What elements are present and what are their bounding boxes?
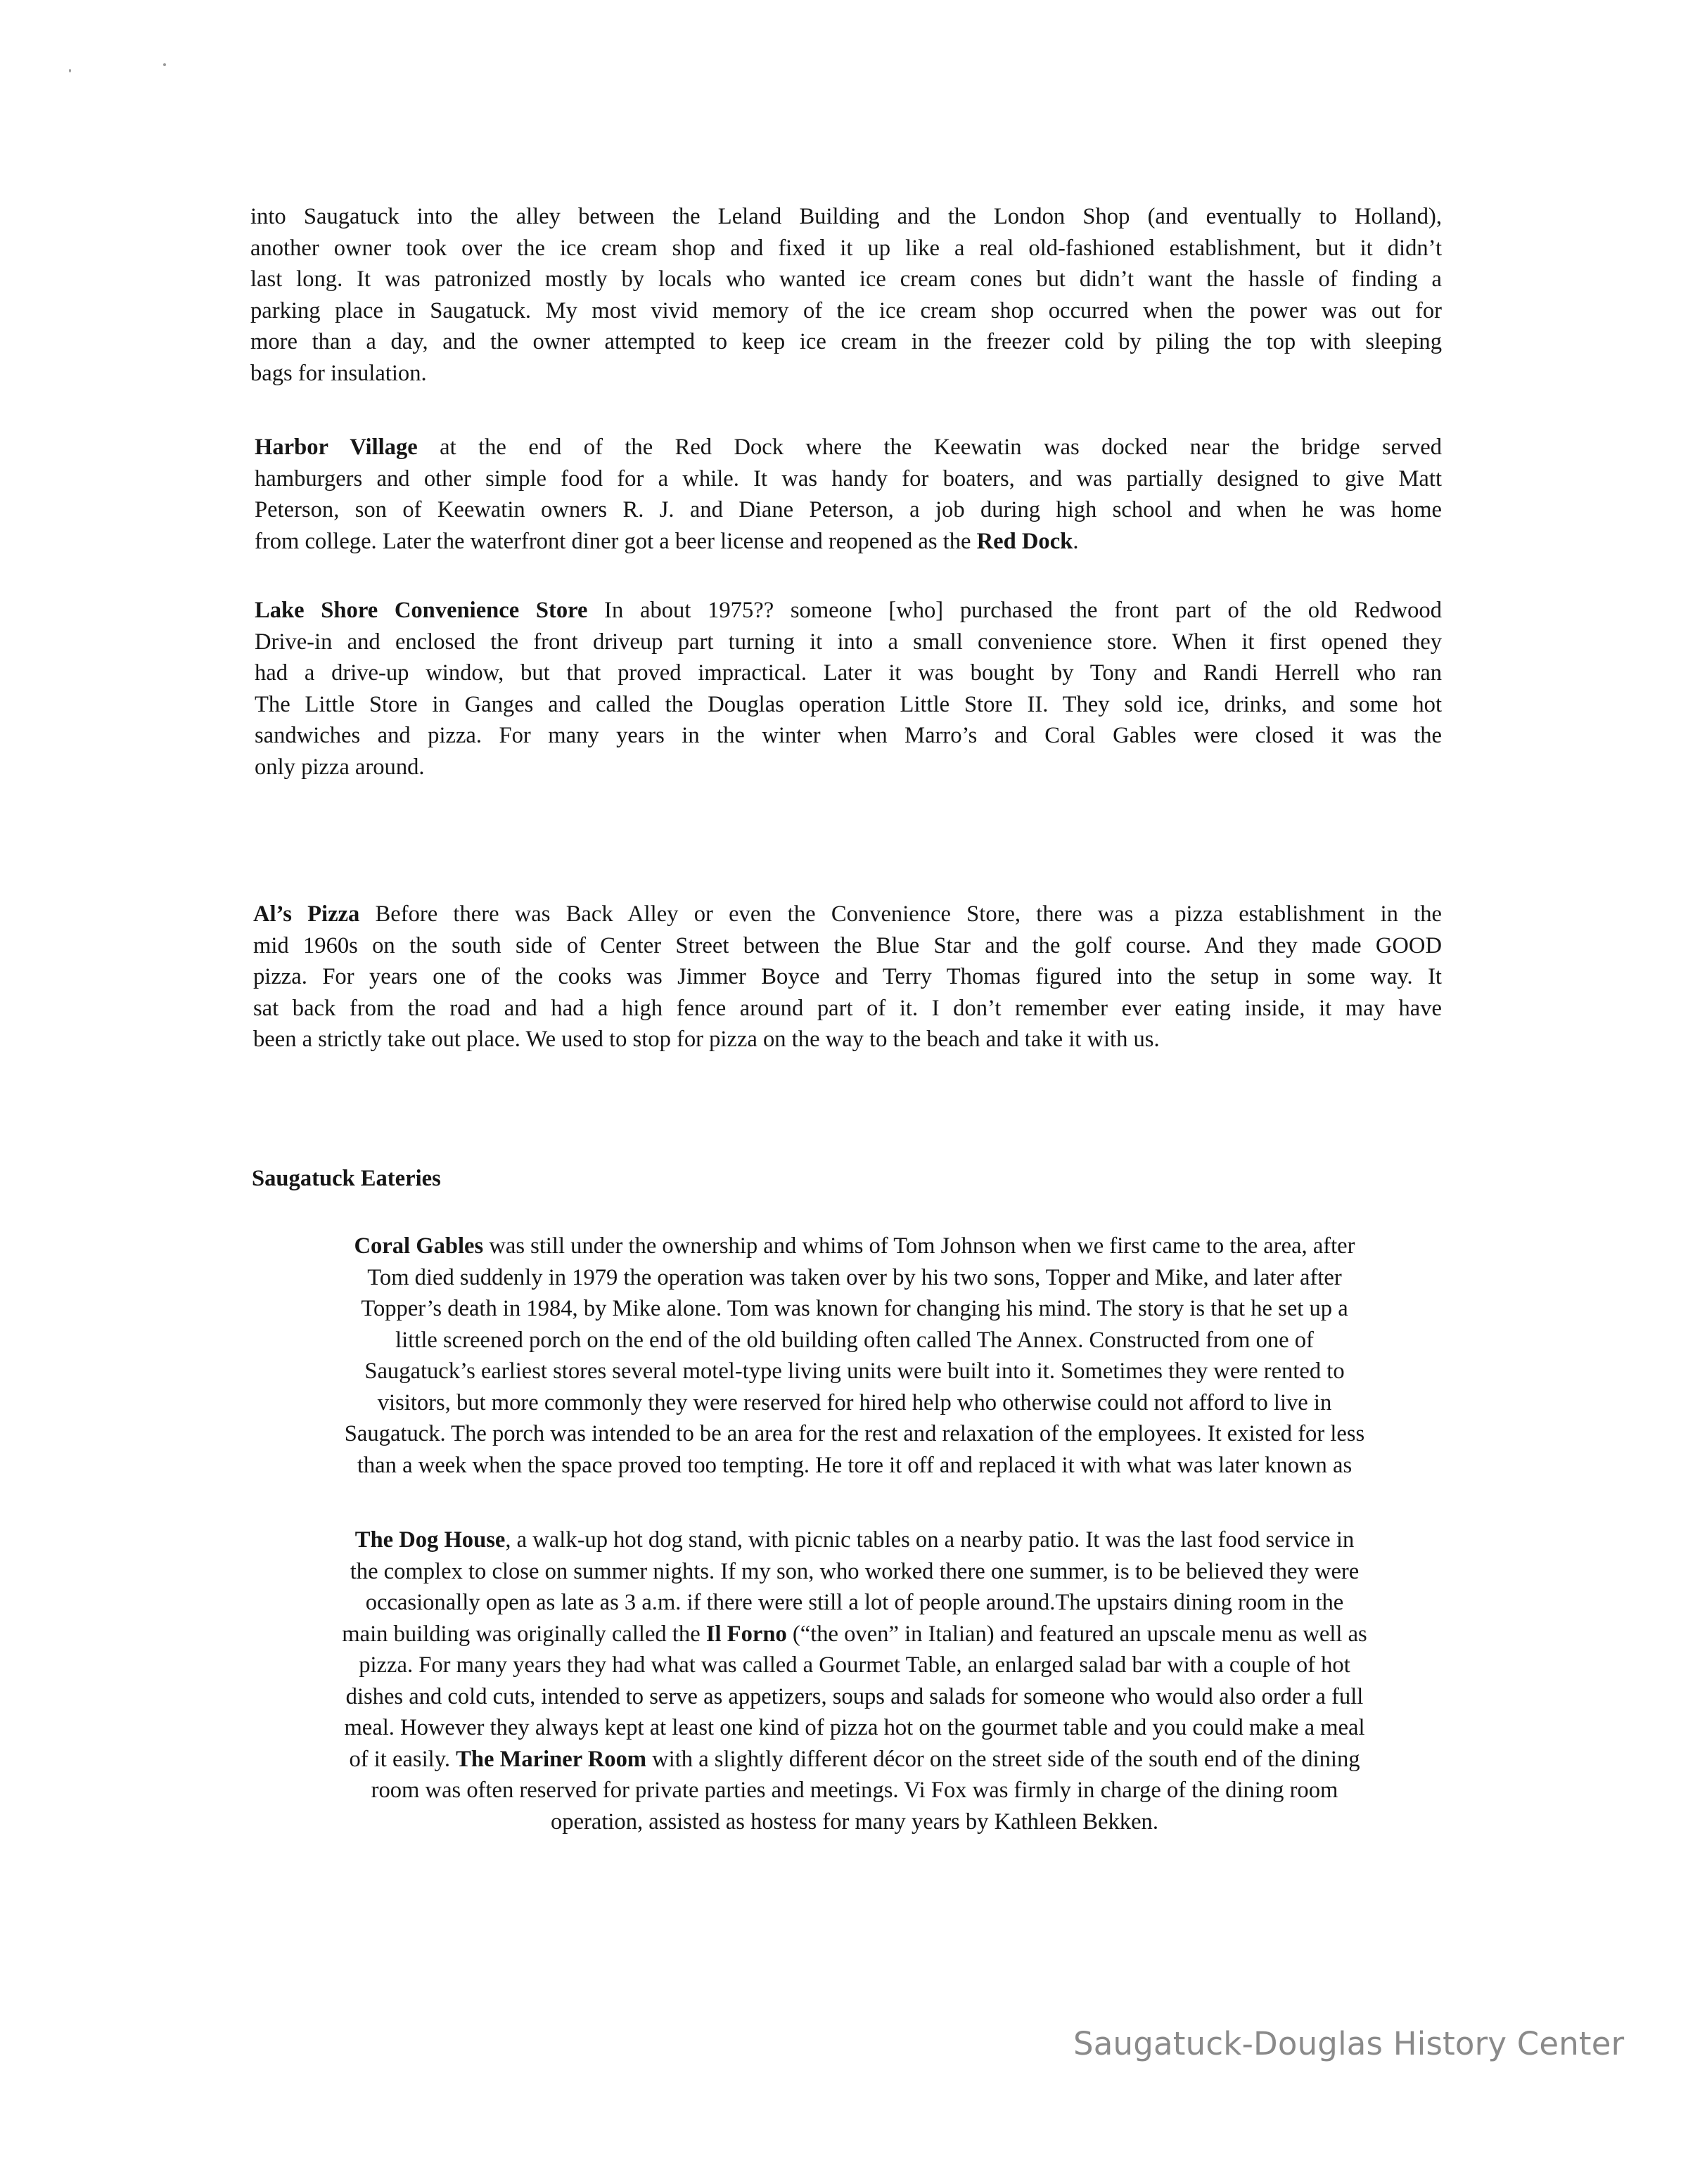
text-line: into Saugatuck into the alley between the Leland Building and the London Shop (and eventually to Holland), xyxy=(250,204,1442,229)
text-fragment: of it easily. xyxy=(349,1746,456,1772)
text-line: more than a day, and the owner attempted to keep ice cream in the freezer cold by piling the top with sleeping xyxy=(250,329,1442,354)
text-line: pizza. For many years they had what was called a Gourmet Table, an enlarged salad bar with a couple of hot xyxy=(359,1652,1350,1678)
text-fragment: (“the oven” in Italian) and featured an upscale menu as well as xyxy=(786,1621,1367,1647)
entry-title: Harbor Village xyxy=(255,435,418,460)
text-line: sat back from the road and had a high fence around part of it. I don’t remember ever eating inside, it may have xyxy=(253,995,1442,1021)
paragraph-ice-cream-shop xyxy=(250,201,1442,389)
text-fragment: Before there was Back Alley or even the Convenience Store, there was a pizza establishment in the xyxy=(359,901,1443,927)
text-line xyxy=(250,1744,1459,1775)
entry-title: Lake Shore Convenience Store xyxy=(255,598,588,623)
paragraph-als-pizza xyxy=(253,899,1442,1055)
scan-speck xyxy=(69,69,71,72)
paragraph-dog-house xyxy=(250,1524,1459,1837)
text-line: sandwiches and pizza. For many years in the winter when Marro’s and Coral Gables were closed it was the xyxy=(255,723,1442,748)
text-line: Saugatuck’s earliest stores several motel-type living units were built into it. Sometimes they were rented to xyxy=(364,1358,1345,1384)
paragraph-lake-shore-store xyxy=(255,595,1442,783)
text-fragment: at the end of the Red Dock where the Keewatin was docked near the bridge served xyxy=(417,435,1442,460)
text-line: meal. However they always kept at least one kind of pizza hot on the gourmet table and you could make a meal xyxy=(344,1715,1365,1740)
text-line xyxy=(253,899,1442,930)
text-line: last long. It was patronized mostly by locals who wanted ice cream cones but didn’t want the hassle of finding a xyxy=(250,266,1442,292)
text-line xyxy=(250,1619,1459,1650)
text-line: The Little Store in Ganges and called the Douglas operation Little Store II. They sold ice, drinks, and some hot xyxy=(255,691,1442,717)
bold-name: Il Forno xyxy=(705,1621,787,1647)
entry-title: Al’s Pizza xyxy=(253,901,360,927)
text-line: parking place in Saugatuck. My most vivid memory of the ice cream shop occurred when the power was out for xyxy=(250,297,1442,323)
text-line xyxy=(255,432,1442,463)
text-line: visitors, but more commonly they were reserved for hired help who otherwise could not afford to live in xyxy=(377,1389,1332,1415)
scan-speck xyxy=(163,63,166,66)
bold-name: The Mariner Room xyxy=(456,1746,646,1772)
text-line: operation, assisted as hostess for many years by Kathleen Bekken. xyxy=(550,1809,1158,1835)
section-heading: Saugatuck Eateries xyxy=(252,1166,441,1191)
text-line: pizza. For years one of the cooks was Jimmer Boyce and Terry Thomas figured into the setup in some way. It xyxy=(253,964,1442,989)
text-line xyxy=(255,526,1442,558)
text-line: room was often reserved for private parties and meetings. Vi Fox was firmly in charge of the dining room xyxy=(371,1778,1338,1803)
text-line: Tom died suddenly in 1979 the operation was taken over by his two sons, Topper and Mike, and later after xyxy=(367,1264,1342,1290)
text-line: occasionally open as late as 3 a.m. if there were still a lot of people around.The upstairs dining room in the xyxy=(365,1590,1344,1615)
text-line: Drive-in and enclosed the front driveup part turning it into a small convenience store. When it first opened they xyxy=(255,629,1442,655)
text-line: been a strictly take out place. We used to stop for pizza on the way to the beach and take it with us. xyxy=(253,1027,1160,1052)
text-fragment: , a walk-up hot dog stand, with picnic tables on a nearby patio. It was the last food service in xyxy=(505,1527,1355,1553)
text-line xyxy=(250,1524,1459,1556)
text-line: bags for insulation. xyxy=(250,360,427,386)
text-line: than a week when the space proved too tempting. He tore it off and replaced it with what was later known as xyxy=(357,1452,1353,1478)
bold-name: Red Dock xyxy=(976,528,1073,554)
text-line: little screened porch on the end of the old building often called The Annex. Constructed from one of xyxy=(395,1327,1314,1353)
text-line: only pizza around. xyxy=(255,754,425,780)
entry-title: Coral Gables xyxy=(354,1233,484,1259)
paragraph-coral-gables xyxy=(250,1231,1459,1481)
entry-title: The Dog House xyxy=(354,1527,506,1553)
text-line: mid 1960s on the south side of Center Street between the Blue Star and the golf course. And they made GOOD xyxy=(253,932,1442,958)
text-line: another owner took over the ice cream shop and fixed it up like a real old-fashioned establishment, but it didn’t xyxy=(250,235,1442,261)
watermark: Saugatuck-Douglas History Center xyxy=(1073,2025,1625,2062)
text-fragment: . xyxy=(1073,528,1079,554)
paragraph-harbor-village xyxy=(255,432,1442,557)
text-line: Topper’s death in 1984, by Mike alone. Tom was known for changing his mind. The story is that he set up a xyxy=(361,1296,1348,1321)
text-line: hamburgers and other simple food for a while. It was handy for boaters, and was partially designed to give Matt xyxy=(255,465,1442,492)
text-line: dishes and cold cuts, intended to serve as appetizers, soups and salads for someone who would also order a full xyxy=(345,1683,1364,1709)
text-line: Peterson, son of Keewatin owners R. J. and Diane Peterson, a job during high school and when he was home xyxy=(255,497,1442,522)
text-fragment: from college. Later the waterfront diner got a beer license and reopened as the xyxy=(255,528,977,554)
text-line: the complex to close on summer nights. If my son, who worked there one summer, is to be believed they were xyxy=(350,1558,1360,1584)
text-fragment: main building was originally called the xyxy=(342,1621,706,1647)
text-line: Saugatuck. The porch was intended to be an area for the rest and relaxation of the employees. It existed for less xyxy=(344,1421,1365,1446)
text-fragment: was still under the ownership and whims of Tom Johnson when we first came to the area, after xyxy=(483,1233,1355,1259)
text-line: had a drive-up window, but that proved impractical. Later it was bought by Tony and Randi Herrell who ran xyxy=(255,660,1442,686)
text-fragment: In about 1975?? someone [who] purchased the front part of the old Redwood xyxy=(587,598,1443,623)
text-line xyxy=(250,1231,1459,1262)
text-line xyxy=(255,595,1442,627)
text-fragment: with a slightly different décor on the street side of the south end of the dining xyxy=(646,1746,1360,1772)
